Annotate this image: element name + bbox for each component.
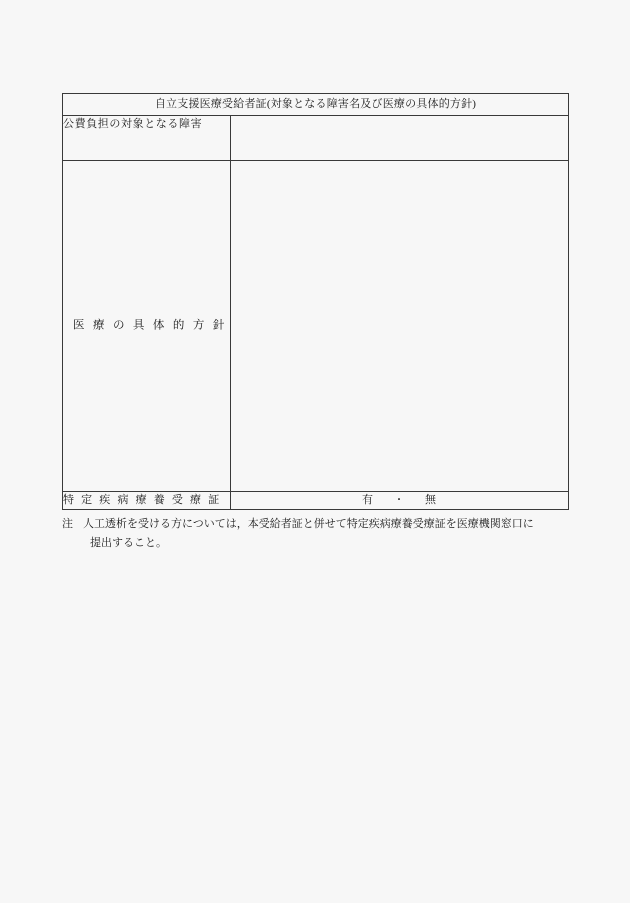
specified-disease-cert-label: 特 定 疾 病 療 養 受 療 証	[63, 492, 231, 510]
table-row-medical-policy	[63, 161, 569, 492]
specified-disease-cert-option-yes[interactable]: 有	[362, 494, 374, 506]
medical-policy-label: 医 療 の 具 体 的 方 針	[73, 319, 228, 332]
recipient-certificate-table	[62, 93, 569, 510]
table-row-specified-disease-cert	[63, 492, 569, 510]
footnote	[62, 515, 572, 552]
footnote-line-1	[62, 515, 572, 534]
specified-disease-cert-option-no[interactable]: 無	[425, 494, 437, 506]
footnote-marker: 注	[62, 518, 73, 530]
specified-disease-cert-value-cell	[231, 492, 569, 510]
footnote-text-line-1: 人工透析を受ける方については，本受給者証と併せて特定疾病療養受療証を医療機関窓口に	[83, 518, 534, 530]
footnote-text-line-2: 提出すること。	[90, 536, 167, 549]
table-row-title	[63, 94, 569, 116]
specified-disease-cert-separator: ・	[394, 494, 405, 506]
document-title: 自立支援医療受給者証(対象となる障害名及び医療の具体的方針)	[63, 94, 569, 116]
public-burden-target-disease-value[interactable]	[231, 116, 569, 161]
medical-policy-value[interactable]	[231, 161, 569, 492]
public-burden-target-disease-label: 公費負担の対象となる障害	[63, 116, 231, 161]
medical-policy-label-cell	[63, 161, 231, 492]
specified-disease-cert-choices	[348, 492, 451, 509]
table-row-target-disease	[63, 116, 569, 161]
